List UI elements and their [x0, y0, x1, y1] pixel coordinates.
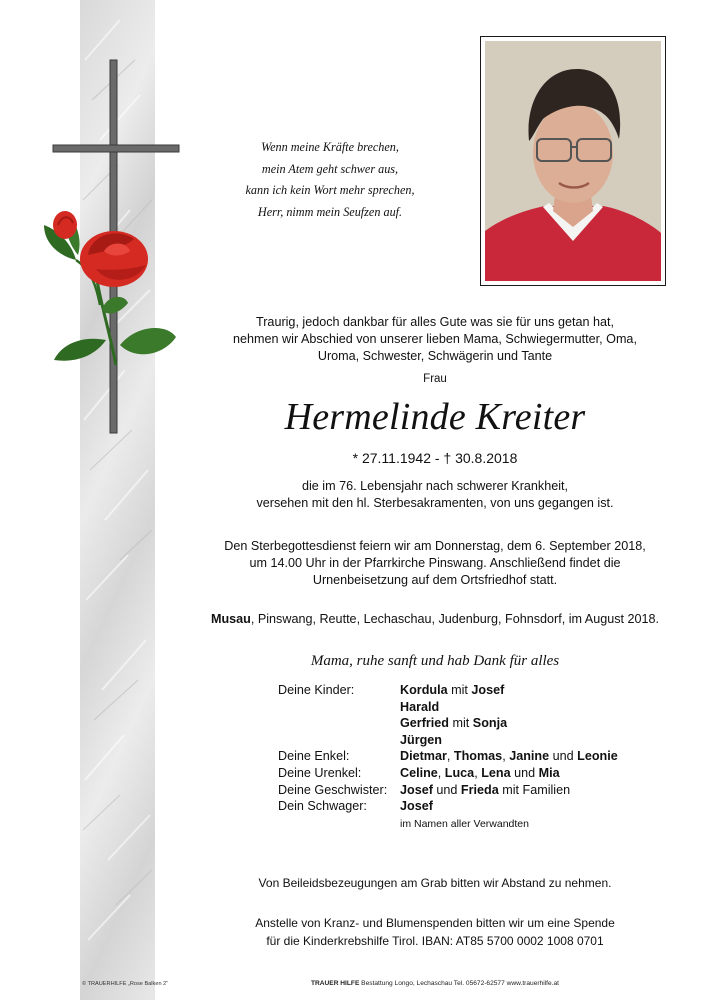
intro-line: nehmen wir Abschied von unserer lieben Mama, Schwiegermutter, Oma, [233, 332, 637, 346]
verse-line: mein Atem geht schwer aus, [261, 161, 399, 176]
portrait-frame [480, 36, 666, 286]
family-member-name: Leonie [577, 749, 618, 764]
intro-text [180, 314, 690, 365]
family-relation: Deine Kinder: [278, 683, 355, 697]
verse [205, 137, 455, 223]
family-member-name: Sonja [472, 716, 508, 731]
intro-line: Uroma, Schwester, Schwägerin und Tante [317, 349, 553, 363]
family-relation: Deine Urenkel: [278, 765, 362, 780]
places-line [180, 611, 690, 628]
family-connector: und [510, 765, 539, 780]
deceased-name: Hermelinde Kreiter [284, 396, 586, 438]
footer-brand: TRAUER HILFE [310, 980, 360, 987]
family-member-name: Josef [400, 782, 433, 797]
family-row [278, 748, 698, 765]
family-row [278, 732, 698, 749]
donation-line: Anstelle von Kranz- und Blumenspenden bitten wir um eine Spende [255, 916, 615, 930]
salutation: Frau [423, 373, 447, 385]
info-line: versehen mit den hl. Sterbesakramenten, von uns gegangen ist. [256, 496, 614, 510]
family-member-name: Josef [471, 683, 505, 697]
family-names [400, 682, 698, 699]
family-member-name: Jürgen [400, 732, 442, 747]
family-member-name: Dietmar [400, 749, 447, 764]
verse-line: Herr, nimm mein Seufzen auf. [257, 204, 403, 219]
donation-line: für die Kinderkrebshilfe Tirol. IBAN: AT85 5700 0002 1008 0701 [266, 933, 604, 948]
service-line: Urnenbeisetzung auf dem Ortsfriedhof statt. [312, 573, 558, 587]
family-relation: Dein Schwager: [278, 799, 367, 814]
family-relation: Deine Geschwister: [278, 782, 388, 797]
copyright: © TRAUERHILFE „Rose Balken 2“ [82, 981, 169, 987]
verse-line: Wenn meine Kräfte brechen, [261, 140, 399, 154]
family-member-name: Frieda [460, 782, 499, 797]
family-member-name: Lena [481, 765, 511, 780]
family-row [278, 765, 698, 782]
verse-line: kann ich kein Wort mehr sprechen, [245, 183, 415, 197]
family-list [278, 682, 698, 833]
intro-line: Traurig, jedoch dankbar für alles Gute was sie für uns getan hat, [256, 315, 614, 329]
family-member-name: Celine [400, 765, 438, 780]
family-member-name: Luca [444, 765, 475, 780]
family-row [278, 682, 698, 699]
family-names [400, 715, 698, 732]
death-info [180, 478, 690, 512]
condolence-notice: Von Beileidsbezeugungen am Grab bitten wir Abstand zu nehmen. [258, 876, 612, 890]
family-member-name: Janine [509, 749, 550, 764]
service-line: Den Sterbegottesdienst feiern wir am Donnerstag, dem 6. September 2018, [224, 539, 646, 553]
family-member-name: Gerfried [400, 716, 449, 731]
family-member-name: Josef [400, 799, 433, 814]
family-names [400, 699, 698, 716]
family-connector: , [474, 765, 482, 780]
family-names [400, 765, 698, 782]
family-row [278, 798, 698, 815]
family-relation [278, 715, 400, 732]
funeral-service [180, 538, 690, 589]
family-relation [278, 699, 400, 716]
place-first: Musau [210, 612, 251, 626]
family-member-name: Thomas [453, 749, 503, 764]
family-connector: mit Familien [498, 782, 571, 797]
service-line: um 14.00 Uhr in der Pfarrkirche Pinswang. Anschließend findet die [249, 556, 621, 570]
footer-text: Bestattung Longo, Lechaschau Tel. 05672-62577 www.trauerhilfe.at [359, 980, 560, 987]
family-member-name: Mia [538, 765, 560, 780]
family-connector: , [446, 749, 454, 764]
family-connector: mit [449, 716, 473, 731]
family-connector: mit [447, 683, 472, 697]
family-connector: und [549, 749, 578, 764]
family-connector: , [437, 765, 445, 780]
family-row [278, 715, 698, 732]
family-names [400, 732, 698, 749]
motto: Mama, ruhe sanft und hab Dank für alles [310, 653, 560, 669]
family-relation [278, 732, 400, 749]
footer [180, 980, 690, 987]
portrait-photo [485, 41, 661, 281]
places-rest: , Pinswang, Reutte, Lechaschau, Judenburg, Fohnsdorf, im August 2018. [250, 612, 660, 626]
family-member-name: Harald [400, 699, 440, 714]
family-relation: Deine Enkel: [278, 749, 350, 764]
donation-request [180, 915, 690, 950]
family-names [400, 748, 698, 765]
family-note: im Namen aller Verwandten [400, 817, 529, 830]
cross-with-rose [36, 55, 186, 440]
family-row [278, 782, 698, 799]
family-names [400, 798, 698, 815]
family-member-name: Kordula [400, 683, 448, 697]
family-connector: , [502, 749, 510, 764]
family-connector: und [432, 782, 461, 797]
family-names [400, 782, 698, 799]
family-row [278, 699, 698, 716]
info-line: die im 76. Lebensjahr nach schwerer Krankheit, [301, 479, 568, 493]
life-dates: * 27.11.1942 - † 30.8.2018 [352, 450, 518, 466]
